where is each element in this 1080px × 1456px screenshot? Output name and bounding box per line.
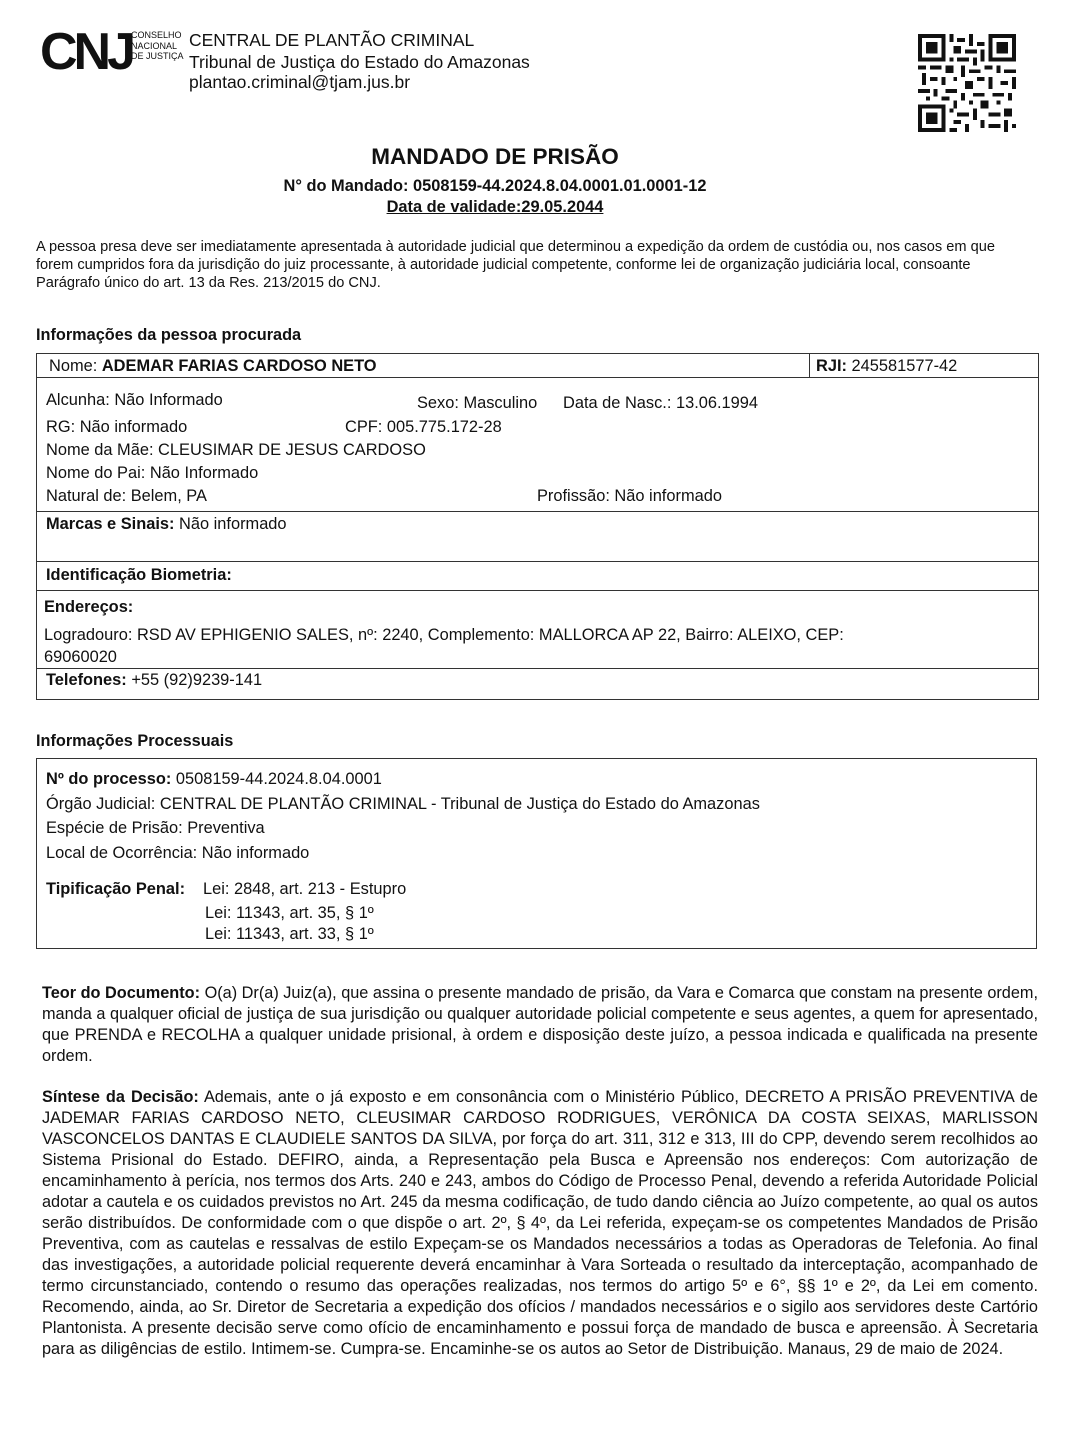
marks-label: Marcas e Sinais:: [46, 515, 175, 533]
marks-value: Não informado: [179, 515, 287, 533]
name-value: ADEMAR FARIAS CARDOSO NETO: [101, 357, 377, 375]
document-title: MANDADO DE PRISÃO: [371, 144, 619, 169]
process-section-title: Informações Processuais: [36, 732, 234, 750]
teor-text: O(a) Dr(a) Juiz(a), que assina o presente mandado de prisão, da Vara e Comarca que constam na presente ordem, manda a qualquer oficial de justiça de sua jurisdição ou qualquer autoridade policial competente e seus agentes, a quem for apresentado, que PRENDA e RECOLHA a qualquer unidade prisional, à ordem e disposição deste juízo, a pessoa indicada e qualificada na presente ordem.: [42, 984, 1038, 1065]
logo-subtitle-line: CONSELHO: [131, 30, 182, 40]
person-rg: RG: Não informado: [46, 418, 188, 436]
person-birth-date: Data de Nasc.: 13.06.1994: [563, 394, 758, 412]
sintese-paragraph: [42, 1087, 1038, 1360]
process-number: [46, 770, 382, 789]
name-label: Nome:: [49, 357, 98, 375]
process-arrest-type: Espécie de Prisão: Preventiva: [46, 819, 265, 837]
logo-subtitle-line: DE JUSTIÇA: [131, 51, 184, 61]
teor-paragraph: [42, 983, 1038, 1067]
person-cpf: CPF: 005.775.172-28: [345, 418, 502, 436]
person-phones: [46, 671, 262, 690]
person-marks: [46, 515, 287, 534]
process-organ: Órgão Judicial: CENTRAL DE PLANTÃO CRIMINAL - Tribunal de Justiça do Estado do Amazonas: [46, 795, 760, 813]
divider: [37, 377, 1038, 378]
address-line: Logradouro: RSD AV EPHIGENIO SALES, nº: 2240, Complemento: MALLORCA AP 22, Bairro: ALEIXO, CEP:: [44, 626, 844, 644]
intro-paragraph: A pessoa presa deve ser imediatamente apresentada à autoridade judicial que determinou a expedição da ordem de custódia ou, nos casos em que forem cumpridos fora da jurisdição do juiz processante, à autoridade judicial competente, conforme lei de organização judiciária local, consoante Parágrafo único do art. 13 da Res. 213/2015 do CNJ.: [36, 239, 995, 291]
divider: [37, 668, 1038, 669]
person-rji: [816, 357, 957, 376]
person-section-title: Informações da pessoa procurada: [36, 326, 302, 344]
divider: [37, 511, 1038, 512]
process-location: Local de Ocorrência: Não informado: [46, 844, 310, 862]
person-sex: Sexo: Masculino: [417, 394, 538, 412]
header-email: plantao.criminal@tjam.jus.br: [189, 72, 411, 92]
header-court-unit: CENTRAL DE PLANTÃO CRIMINAL: [189, 30, 475, 50]
person-name: [49, 357, 377, 376]
person-birthplace: Natural de: Belem, PA: [46, 487, 207, 505]
person-alias: Alcunha: Não Informado: [46, 391, 223, 409]
biometrics-label: Identificação Biometria:: [46, 566, 232, 584]
cnj-logo: CNJ: [40, 23, 133, 81]
phones-label: Telefones:: [46, 671, 127, 689]
divider: [809, 354, 810, 377]
sintese-text: Ademais, ante o já exposto e em consonância com o Ministério Público, DECRETO A PRISÃO PREVENTIVA de JADEMAR FARIAS CARDOSO NETO, CLEUSIMAR CARDOSO RODRIGUES, VERÔNICA DA COSTA SEIXAS, MARLISSON VASCONCELOS DANTAS E CLAUDIELE SANTOS DA SILVA, por força do art. 311, 312 e 313, III do CPP, devendo serem recolhidos ao Sistema Prisional do Estado. DEFIRO, ainda, a Representação pela Busca e Apreensão nos endereços: Com autorização de encaminhamento à perícia, nos termos dos Arts. 240 e 243, ambos do Código de Processo Penal, devendo a referida Autoridade Policial adotar a cautela e os cuidados previstos no Art. 245 da mesma codificação, de tudo dando ciência ao Juízo competente, ao qual os autos serão distribuídos. De conformidade com o que dispõe o art. 2º, § 4º, da Lei referida, expeçam-se os competentes Mandados de Prisão Preventiva, com as cautelas e ressalvas de estilo Expeçam-se os Mandados necessários a todas as Operadoras de Telefonia. Ao final das investigações, a autoridade policial requerente deverá encaminhar à Vara Sorteada o resultado da interceptação, acompanhado de termo circunstanciado, contendo o resumo das operações realizadas, nos termos do artigo 5º e 6°, §§ 1º e 2º, da Lei em comento. Recomendo, ainda, ao Sr. Diretor de Secretaria a expedição dos ofícios / mandados necessários e o sigilo aos servidores deste Cartório Plantonista. A presente decisão serve como ofício de encaminhamento e possui força de mandado de busca e apreensão. À Secretaria para as diligências de estilo. Intimem-se. Cumpra-se. Encaminhe-se os autos ao Setor de Distribuição. Manaus, 29 de maio de 2024.: [42, 1088, 1038, 1358]
rji-label: RJI:: [816, 357, 847, 375]
phones-value: +55 (92)9239-141: [131, 671, 263, 689]
divider: [37, 561, 1038, 562]
process-number-label: Nº do processo:: [46, 770, 172, 788]
person-profession: Profissão: Não informado: [537, 487, 722, 505]
warrant-number: N° do Mandado: 0508159-44.2024.8.04.0001.01.0001-12: [283, 177, 707, 195]
process-number-value: 0508159-44.2024.8.04.0001: [175, 770, 382, 788]
penal-item: Lei: 11343, art. 35, § 1º: [205, 904, 374, 922]
person-info-box: [36, 353, 1039, 700]
logo-subtitle-line: NACIONAL: [131, 40, 178, 51]
divider: [37, 590, 1038, 591]
teor-label: Teor do Documento:: [42, 984, 201, 1002]
penal-item: Lei: 11343, art. 33, § 1º: [205, 925, 374, 943]
process-info-box: [36, 758, 1037, 949]
penal-label: Tipificação Penal:: [46, 880, 186, 898]
qr-code-icon: [918, 34, 1016, 132]
validity-date: Data de validade:29.05.2044: [386, 198, 604, 216]
address-cep: 69060020: [44, 648, 117, 666]
cnj-logo-subtitle: [131, 30, 184, 62]
sintese-label: Síntese da Decisão:: [42, 1088, 199, 1106]
addresses-label: Endereços:: [44, 598, 134, 616]
person-father: Nome do Pai: Não Informado: [46, 464, 259, 482]
rji-value: 245581577-42: [851, 357, 958, 375]
penal-item: Lei: 2848, art. 213 - Estupro: [203, 880, 407, 898]
header-court-name: Tribunal de Justiça do Estado do Amazonas: [189, 52, 530, 72]
person-mother: Nome da Mãe: CLEUSIMAR DE JESUS CARDOSO: [46, 441, 426, 459]
